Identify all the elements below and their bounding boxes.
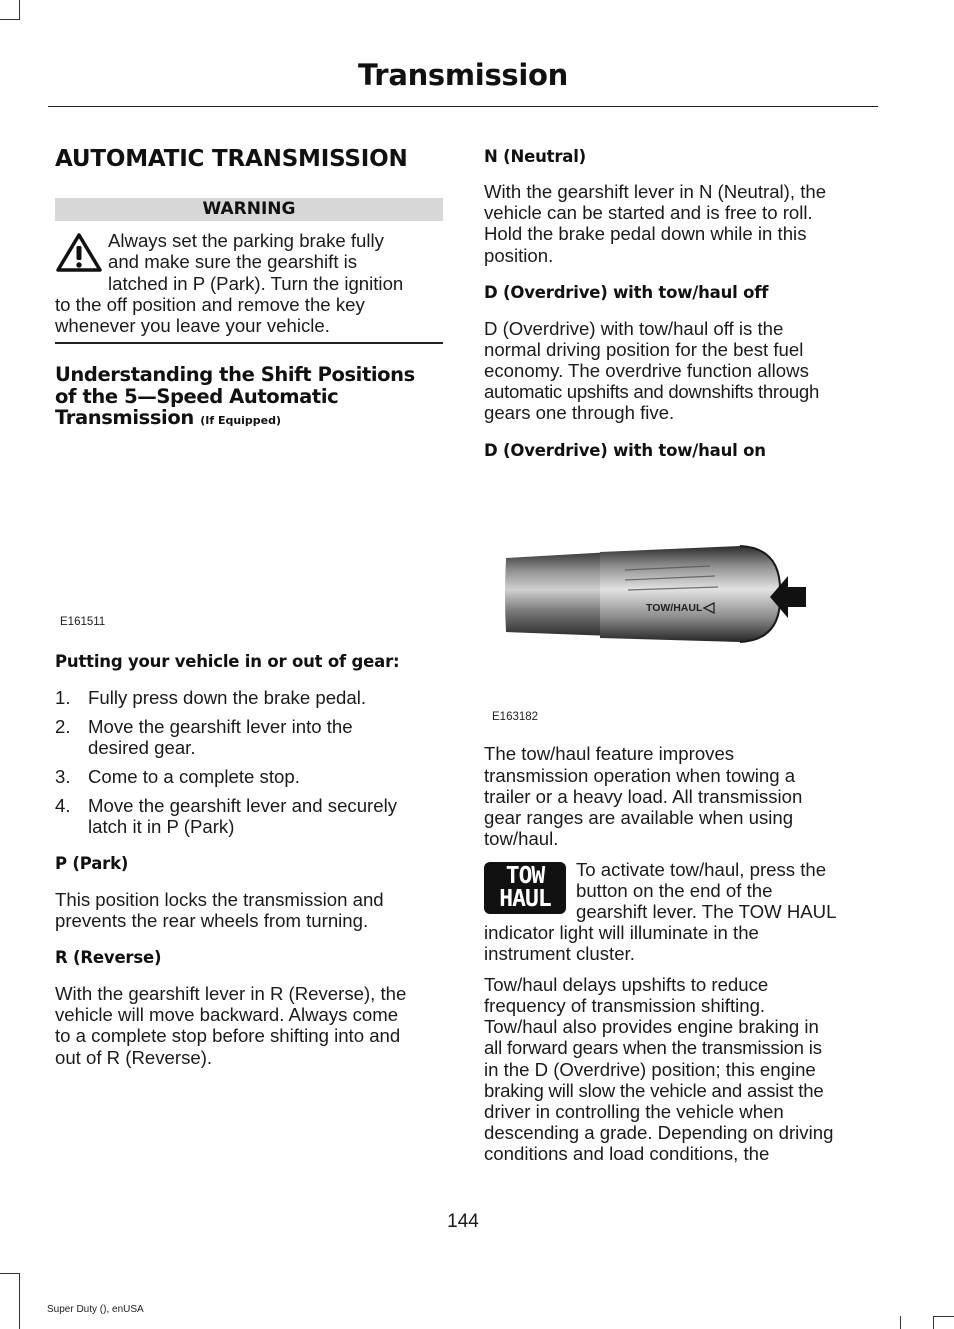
list-item-number: 4. (55, 795, 71, 816)
delay-text-line-2: frequency of transmission shifting. (484, 995, 766, 1016)
neutral-text-line-1: With the gearshift lever in N (Neutral), the (484, 181, 827, 202)
od-off-text-line-1: D (Overdrive) with tow/haul off is the (484, 318, 784, 339)
delay-text-line-7: driver in controlling the vehicle when (484, 1101, 784, 1122)
section-heading: AUTOMATIC TRANSMISSION (55, 146, 408, 172)
subheading-line-3: Transmission (55, 406, 194, 429)
activate-text-line-4: indicator light will illuminate in the (484, 922, 759, 943)
warning-line-4: to the off position and remove the key (55, 294, 365, 315)
crop-mark-bottom-left-v (19, 1273, 20, 1329)
lever-triangle-icon (702, 602, 716, 614)
delay-text-line-9: conditions and load conditions, the (484, 1143, 770, 1164)
neutral-text-line-2: vehicle can be started and is free to roll. (484, 202, 813, 223)
warning-line-3: latched in P (Park). Turn the ignition (108, 273, 404, 294)
arrow-left-icon (768, 574, 808, 620)
reverse-text-line-1: With the gearshift lever in R (Reverse), the (55, 983, 407, 1004)
subheading-line-2: of the 5—Speed Automatic (55, 384, 339, 408)
subheading-suffix: (If Equipped) (200, 414, 282, 427)
park-text-line-2: prevents the rear wheels from turning. (55, 910, 369, 931)
neutral-text-line-4: position. (484, 245, 554, 266)
crop-mark-top-left-v (19, 0, 20, 20)
subheading-line-1: Understanding the Shift Positions (55, 363, 415, 386)
crop-mark-bottom-right-h (934, 1316, 954, 1317)
towhaul-text-line-1: The tow/haul feature improves (484, 743, 735, 764)
delay-text-line-3: Tow/haul also provides engine braking in (484, 1016, 819, 1037)
delay-text-line-4: all forward gears when the transmission is (484, 1037, 822, 1058)
activate-text-line-2: button on the end of the (576, 880, 773, 901)
subheading-line-3-wrap (55, 407, 447, 432)
list-item-text: Move the gearshift lever and securely (88, 795, 398, 816)
list-item-text: Move the gearshift lever into the (88, 716, 353, 737)
list-item-text: Come to a complete stop. (88, 766, 300, 787)
park-heading: P (Park) (55, 854, 129, 873)
list-item-number: 3. (55, 766, 71, 787)
towhaul-text-line-5: tow/haul. (484, 828, 559, 849)
warning-divider (55, 342, 443, 344)
header-rule (48, 106, 878, 107)
warning-line-5: whenever you leave your vehicle. (55, 315, 330, 336)
list-item-text: Fully press down the brake pedal. (88, 687, 367, 708)
neutral-heading: N (Neutral) (484, 147, 586, 166)
warning-line-2: and make sure the gearshift is (108, 251, 358, 272)
list-item-number: 1. (55, 687, 71, 708)
reverse-heading: R (Reverse) (55, 948, 162, 967)
crop-mark-bottom-right-v1 (933, 1316, 934, 1329)
subheading-shift-positions (55, 364, 447, 432)
figure-code-2: E163182 (492, 711, 539, 723)
od-off-heading: D (Overdrive) with tow/haul off (484, 283, 769, 302)
figure-code-1: E161511 (60, 616, 106, 628)
page-number: 144 (447, 1211, 479, 1232)
tow-haul-icon-line-1: TOW (505, 863, 545, 889)
od-off-text-line-2: normal driving position for the best fuel (484, 339, 804, 360)
od-off-text-line-3: economy. The overdrive function allows (484, 360, 809, 381)
od-off-text-line-4: automatic upshifts and downshifts through (484, 381, 819, 402)
od-on-heading: D (Overdrive) with tow/haul on (484, 441, 766, 460)
neutral-text-line-3: Hold the brake pedal down while in this (484, 223, 807, 244)
activate-text-line-1: To activate tow/haul, press the (576, 859, 827, 880)
list-item-text-2: desired gear. (88, 737, 196, 758)
warning-label: WARNING (55, 198, 443, 221)
reverse-text-line-3: to a complete stop before shifting into and (55, 1025, 401, 1046)
activate-text-line-5: instrument cluster. (484, 943, 635, 964)
crop-mark-bottom-mid-v (900, 1316, 901, 1329)
footer-text: Super Duty (), enUSA (47, 1304, 144, 1315)
list-item-number: 2. (55, 716, 71, 737)
delay-text-line-8: descending a grade. Depending on driving (484, 1122, 834, 1143)
crop-mark-top-left-h (0, 19, 20, 20)
warning-triangle-icon (55, 232, 103, 274)
park-text-line-1: This position locks the transmission and (55, 889, 384, 910)
page-header-title: Transmission (358, 58, 568, 92)
gear-heading: Putting your vehicle in or out of gear: (55, 652, 400, 671)
towhaul-text-line-2: transmission operation when towing a (484, 765, 796, 786)
warning-line-1: Always set the parking brake fully (108, 230, 384, 251)
tow-haul-indicator-icon (484, 862, 566, 914)
crop-mark-bottom-left-h (0, 1273, 20, 1274)
list-item-text-2: latch it in P (Park) (88, 816, 235, 837)
tow-haul-icon-line-2: HAUL (499, 886, 551, 912)
delay-text-line-1: Tow/haul delays upshifts to reduce (484, 974, 769, 995)
towhaul-text-line-3: trailer or a heavy load. All transmission (484, 786, 803, 807)
activate-text-line-3: gearshift lever. The TOW HAUL (576, 901, 837, 922)
od-off-text-line-5: gears one through five. (484, 402, 675, 423)
reverse-text-line-4: out of R (Reverse). (55, 1047, 213, 1068)
reverse-text-line-2: vehicle will move backward. Always come (55, 1004, 399, 1025)
delay-text-line-5: in the D (Overdrive) position; this engine (484, 1059, 816, 1080)
lever-label: TOW/HAUL (646, 602, 703, 614)
towhaul-text-line-4: gear ranges are available when using (484, 807, 794, 828)
delay-text-line-6: braking will slow the vehicle and assist the (484, 1080, 824, 1101)
